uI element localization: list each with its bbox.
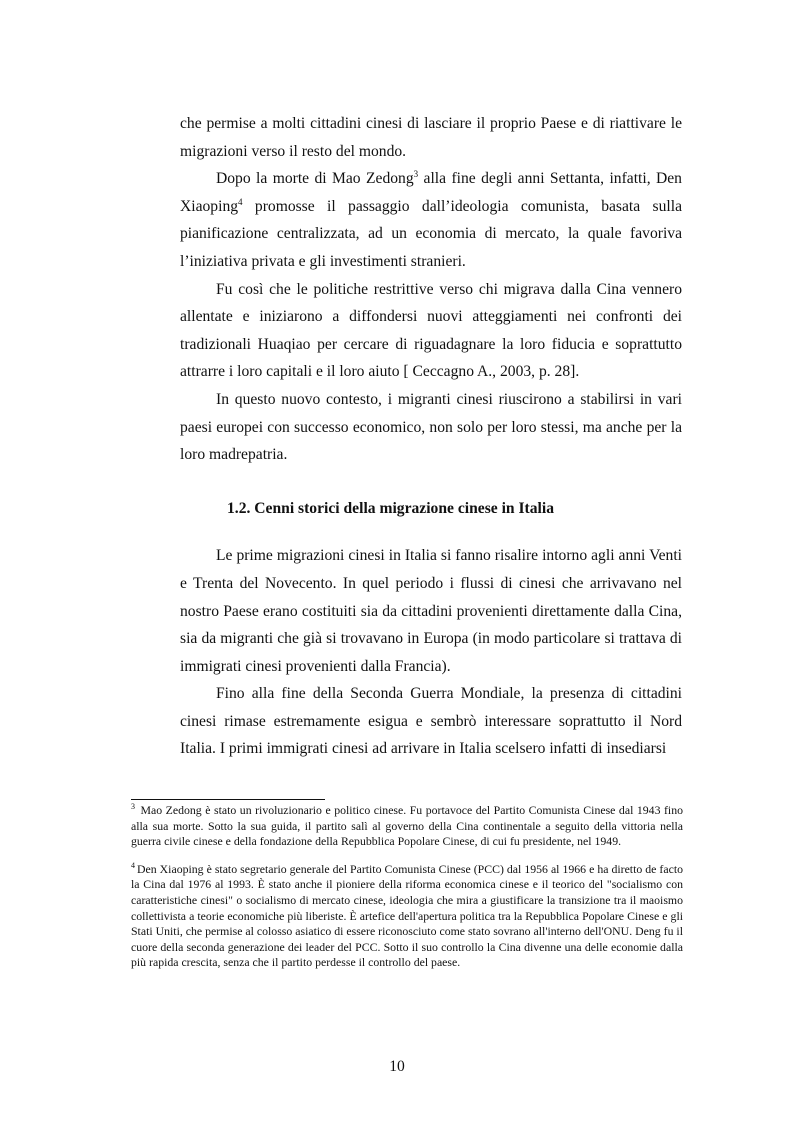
footnote-text: Mao Zedong è stato un rivoluzionario e politico cinese. Fu portavoce del Partito Comunista Cinese dal 1943 fino alla sua morte. Sotto la sua guida, il partito salì al governo della Cina continentale a seguito della vittoria nella guerra civile cinese e della fondazione della Repubblica Popolare Cinese, di cui fu presidente, nel 1949. [131,803,683,849]
footnote-number: 3 [131,802,135,811]
section-heading: 1.2. Cenni storici della migrazione cinese in Italia [227,499,555,517]
paragraph-text: Dopo la morte di Mao Zedong [216,170,414,188]
footnote-ref-3: 3 [413,169,419,180]
footnote-number: 4 [131,860,135,870]
paragraph-prime-migrazioni: Le prime migrazioni cinesi in Italia si fanno risalire intorno agli anni Venti e Trenta del Novecento. In quel periodo i flussi di cinesi che arrivavano nel nostro Paese erano costituiti sia da cittadini provenienti direttamente dalla Cina, sia da migranti che già si trovavano in Europa (in modo particolare si trattava di immigrati cinesi provenienti dalla Francia). [180,547,682,675]
footnote-text: Den Xiaoping è stato segretario generale del Partito Comunista Cinese (PCC) dal 1956 al 1966 e ha diretto de facto la Cina dal 1976 al 1993. È stato anche il pioniere della riforma economica cinese e il teorico del "socialismo con caratteristiche cinesi" o socialismo di mercato cinese, ideologia che mira a giustificare la transizione tra il maoismo collettivista a teorie economiche più liberiste. È artefice dell'apertura politica tra la Repubblica Popolare Cinese e gli Stati Uniti, che permise al colosso asiatico di essere riconosciuto come stato sovrano all'interno dell'ONU. Deng fu il cuore della seconda generazione dei leader del PCC. Sotto il suo controllo la Cina divenne una delle economie dalla più rapida crescita, senza che il partito perdesse il controllo del paese. [131,861,683,970]
paragraph-seconda-guerra: Fino alla fine della Seconda Guerra Mondiale, la presenza di cittadini cinesi rimase estremamente esigua e sembrò interessare soprattutto il Nord Italia. I primi immigrati cinesi ad arrivare in Italia scelsero infatti di insediarsi [180,685,682,758]
paragraph-mao-deng [180,165,682,275]
footnote-separator [131,799,325,800]
paragraph-politiche: Fu così che le politiche restrittive verso chi migrava dalla Cina vennero allentate e iniziarono a diffondersi nuovi atteggiamenti nei confronti dei tradizionali Huaqiao per cercare di riguadagnare la loro fiducia e soprattutto attrarre i loro capitali e il loro aiuto [ Ceccagno A., 2003, p. 28]. [180,280,682,381]
paragraph-text: alla fine degli anni Settanta, infatti, Den Xiaoping [180,170,682,215]
paragraph-text: promosse il passaggio dall’ideologia comunista, basata sulla pianificazione centralizzata, ad un economia di mercato, la quale favoriva l’iniziativa privata e gli investimenti stranieri. [180,197,682,270]
paragraph-contesto: In questo nuovo contesto, i migranti cinesi riuscirono a stabilirsi in vari paesi europei con successo economico, non solo per loro stessi, ma anche per la loro madrepatria. [180,390,682,464]
footnote-4 [131,862,683,971]
footnotes [131,803,683,983]
footnote-3 [131,803,683,850]
paragraph-continuation: che permise a molti cittadini cinesi di lasciare il proprio Paese e di riattivare le migrazioni verso il resto del mondo. [180,115,682,160]
page-number: 10 [389,1058,405,1075]
footnote-ref-4: 4 [238,196,243,207]
body-text [180,110,682,763]
